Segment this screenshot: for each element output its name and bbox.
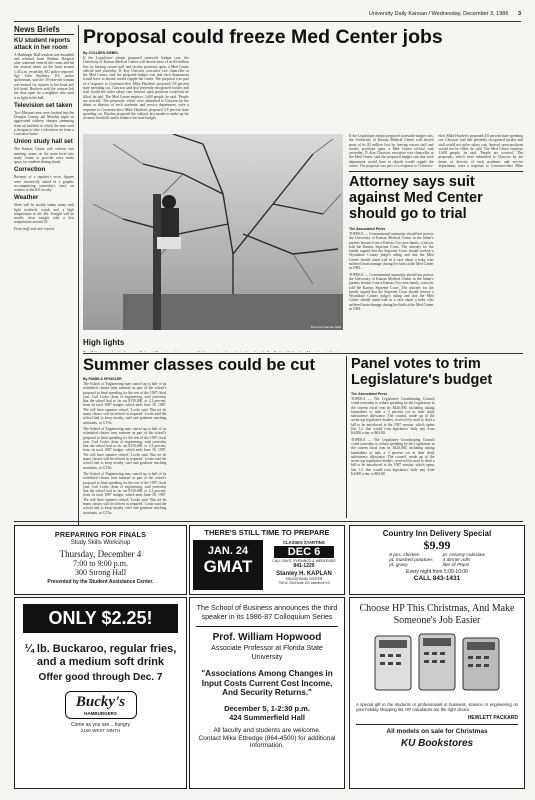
- menu-item: 4 dinner rolls: [442, 558, 471, 563]
- photo-caption: [83, 332, 343, 352]
- finals-ad-title: PREPARING FOR FINALS: [54, 530, 147, 539]
- brief-body: A Hashinger Hall resident was assaulted and released from Watkins Hospital after someone entered her room and hit her several times on the head around 1:45 a.m. yesterday, KU police reported. Sgt. John Brothers, KU police spokesman, said the 18-year-old woman was treated for injuries to her head and left hand. Brothers said the woman left her door open for a neighbor who used it as light in the hall.: [14, 52, 74, 100]
- brief-body: The Kansas Union will convert two meeting rooms on the main level into study rooms to provide extra study space for students during finals.: [14, 147, 74, 165]
- page-number: 3: [517, 11, 521, 17]
- brief-body: Because of a reporter's error, figures were incorrectly stated in a graphic accompanying yesterday's story on women in the KU faculty.: [14, 175, 74, 193]
- summer-byline: By PAMELA SPINGLER: [83, 377, 122, 381]
- panel-source: The Associated Press: [351, 392, 388, 396]
- lead-body-continued-columns: [349, 134, 523, 170]
- brief-title: KU student reports attack in her room: [14, 37, 71, 51]
- buckys-logo-sub: HAMBURGERS: [84, 711, 117, 716]
- lead-story-continued: [349, 134, 523, 170]
- divider: [196, 626, 338, 627]
- attorney-headline: Attorney says suit against Med Center should go to trial: [349, 174, 483, 222]
- gmat-call-hours: CALL DAYS, EVENINGS & WEEKENDS: [272, 559, 336, 563]
- paper-dateline: University Daily Kansan / Wednesday, December 3, 1986: [368, 11, 509, 17]
- attorney-body: TOPEKA — Governmental immunity should not protect the University of Kansas Medical Center in the infant's parents lawsuit from a Kansas City-area family, a lawyer told the Kansas Supreme Court. The attorney for the family argued that the Supreme Court should reverse a Wyandotte County judge's ruling and that the Med Center should stand trial in a case about a baby who suffered brain damage during her birth at the Med Center in 1983.: [349, 272, 434, 312]
- brief-body: Two Missouri men were booked into the Douglas County jail Monday night on aggravated robbery charges stemming from an incident in which the men used a shotgun to take a television set from a Lawrence home.: [14, 110, 74, 137]
- buckys-offer: ONLY $2.25!: [23, 604, 178, 633]
- attorney-story: [349, 226, 523, 329]
- panel-body-columns: [351, 397, 523, 517]
- buckys-logo: [65, 691, 137, 719]
- panel-body: TOPEKA — The Legislative Coordinating Council voted yesterday to reduce spending by the Legislature in the current fiscal year by $426,000, including asking lawmakers to take a 3 percent cut in their daily subsistence allowance. The council, made up of the seven top legislative leaders, received by mail to draft a bill to be introduced in the 1987 session, which opens Jan. 12, that would trim legislators' daily pay from $4,000 a day to $63.80.: [351, 437, 435, 477]
- menu-item: pt. gravy: [389, 563, 408, 568]
- briefs-section-title: News Briefs: [14, 25, 74, 35]
- panel-story: [351, 391, 523, 517]
- colloquium-talk: "Associations Among Changes in Input Costs Current Cost Income, And Security Returns.": [201, 669, 333, 697]
- lead-body: If the Legislature adopts proposed statewide budget cuts, the University of Kansas Medical Center will absorb most of its $3 million loss by leaving vacant staff and faculty positions open, a Med Center official said yesterday. D. Kay Clawson, executive vice chancellor at the Med Center, said the proposed budget cuts that each department would have to absorb would cripple the center. The proposal was part of a response to Governor-elect Mike Hayden's proposed 3.8 percent state spending cut. Clawson said that presently recognized faculty and staff would not suffer salary cuts. Instead, open positions would not be filled, he said. The Med Center employs 1,600 people, he said. 'People are worried.' The proposals, which were submitted to Clawson by the deans or director of each academic and service department, were a response to Governor-elect Mike Hayden's proposed 3.8 percent state spending cut. Hayden proposed the cutback last month to make up for revenue shortfalls and to balance the state budget.: [83, 56, 189, 121]
- hp-logo: HEWLETT PACKARD: [467, 715, 518, 721]
- panel-headline: Panel votes to trim Legislature's budget: [351, 356, 493, 388]
- attorney-body: TOPEKA — Governmental immunity should not protect the University of Kansas Medical Center in the infant's parents lawsuit from a Kansas City-area family, a lawyer told the Kansas Supreme Court. The attorney for the family argued that the Supreme Court should reverse a Wyandotte County judge's ruling and that the Med Center should stand trial in a case about a baby who suffered brain damage during her birth at the Med Center in 1983.: [349, 232, 434, 271]
- gmat-info-block: [266, 540, 342, 585]
- briefs-source: From staff and wire reports: [14, 226, 55, 231]
- country-inn-hours: Every night from 5:00-10:00: [406, 569, 468, 575]
- colloquium-contact: Contact Mike Ettredge (864-4500) for additional information.: [198, 734, 336, 749]
- lead-story: [83, 50, 521, 132]
- buckys-address: 2100 WEST NINTH: [80, 728, 121, 733]
- news-briefs-column: [14, 25, 74, 580]
- hp-headline: Choose HP This Christmas, And Make Someone's Job Easier: [359, 603, 515, 626]
- lead-byline: By COLLEEN SIEBEL: [83, 51, 119, 55]
- ads-divider: [14, 521, 523, 522]
- kaplan-logo: Stanley H. KAPLAN: [276, 571, 332, 577]
- menu-item: liter of Pepsi: [442, 563, 470, 568]
- gmat-date-block: [193, 540, 263, 590]
- section-rule: [349, 171, 523, 172]
- photo-credit: Rob Karr/Kansan Staff: [311, 325, 341, 329]
- lead-body-columns: [83, 56, 521, 132]
- panel-body: TOPEKA — The Legislative Coordinating Council voted yesterday to reduce spending by the Legislature in the current fiscal year by $426,000, including asking lawmakers to take a 3 percent cut in their daily subsistence allowance. The council, made up of the seven top legislative leaders, received by mail to draft a bill to be introduced in the 1987 session, which opens Jan. 12, that would trim legislators' daily pay from $4,000 a day to $63.80.: [351, 397, 435, 436]
- column-rule: [78, 25, 79, 560]
- colloquium-when: December 5, 1-2:30 p.m.: [224, 703, 310, 713]
- summer-body: The School of Engineering may cancel up to half of its scheduled classes next summer as part of the school's proposal to limit spending for the rest of the 1987 fiscal year. Carl Locke, dean of engineering, said yesterday that the school had so far cut $150,000, or 2.2 percent, from its total 1987 budget, which ends June 30, 1987. 'We will have summer school,' Locke said. 'But we do many classes will be offered as required.' Locke said the school had to keep faculty, staff and graduate teaching assistants, or GTAs.: [83, 382, 167, 425]
- hp-sale-note: All models on sale for Christmas: [386, 728, 488, 735]
- menu-item: pt. creamy coleslaw: [442, 553, 485, 558]
- finals-ad-day: Thursday, December 4: [59, 549, 142, 559]
- gmat-kaplan-ad: [189, 525, 345, 595]
- colloquium-where: 424 Summerfield Hall: [229, 712, 305, 722]
- gmat-classes-date: DEC 6: [274, 546, 334, 558]
- finals-ad-presenter: Presented by the Student Assistance Center.: [47, 579, 154, 585]
- brief-title: Television set taken: [14, 101, 73, 109]
- colloquium-speaker: Prof. William Hopwood: [212, 632, 322, 643]
- finals-ad-place: 300 Strong Hall: [74, 568, 127, 577]
- summer-headline: Summer classes could be cut: [83, 356, 316, 374]
- country-inn-ad: [349, 525, 525, 595]
- summer-story: [83, 376, 343, 518]
- divider: [356, 724, 518, 725]
- lead-body-continued: If the Legislature adopts proposed statewide budget cuts, the University of Kansas Medical Center will absorb most of its $3 million loss by leaving vacant staff and faculty positions open, a Med Center official said yesterday. D. Kay Clawson, executive vice chancellor at the Med Center, said the proposed budget cuts that each department would have to absorb would cripple the center. The proposal was part of a response to Governor-elect Mike Hayden's proposed 3.8 percent state spending cut. Clawson said that presently recognized faculty and staff would not suffer salary cuts. Instead, open positions would not be filled, he said. The Med Center employs 1,600 people, he said. 'People are worried.' The proposals, which were submitted to Clawson by the deans or director of each academic and service department, were a response to Governor-elect Mike: [349, 134, 523, 169]
- brief-title: Correction: [14, 166, 46, 174]
- colloquium-intro: The School of Business announces the third speaker in its 1986-87 Colloquium Series: [196, 603, 338, 621]
- attorney-body-columns: [349, 232, 523, 328]
- menu-item: 8 pcs. chicken: [389, 553, 420, 558]
- lead-headline: Proposal could freeze Med Center jobs: [83, 26, 443, 48]
- finals-ad-subtitle: Study Skills Workshop: [70, 540, 131, 546]
- gmat-phone: 841-1220: [293, 563, 315, 569]
- summer-body: The School of Engineering may cancel up to half of its scheduled classes next summer as part of the school's proposal to limit spending for the rest of the 1987 fiscal year. Carl Locke, dean of engineering, said yesterday that the school had so far cut $150,000, or 2.2 percent, from its total 1987 budget, which ends June 30, 1987. 'We will have summer school,' Locke said. 'But we do many classes will be offered as required.' Locke said the school had to keep faculty, staff and graduate teaching assistants, or GTAs.: [83, 471, 167, 515]
- ku-bookstores-logo: KU Bookstores: [400, 738, 474, 749]
- photo-caption-text: [83, 351, 343, 352]
- finals-ad-time: 7:00 to 9:00 p.m.: [73, 559, 128, 568]
- menu-item: pt. mashed potatoes: [389, 558, 433, 563]
- country-inn-price: $9.99: [423, 538, 451, 552]
- hp-body: A special gift to the students or professionals in business, science or engineering on your holiday shopping list. HP calculators are the right choice.: [356, 702, 518, 712]
- gmat-test-date: JAN. 24: [207, 545, 249, 557]
- kaplan-address: 705 W. 23rd Suite 101 Lawrence KS: [278, 581, 330, 585]
- summer-body: The School of Engineering may cancel up to half of its scheduled classes next summer as part of the school's proposal to limit spending for the rest of the 1987 fiscal year. Carl Locke, dean of engineering, said yesterday that the school had so far cut $150,000, or 2.2 percent, from its total 1987 budget, which ends June 30, 1987. 'We will have summer school,' Locke said. 'But we do many classes will be offered as required.' Locke said the school had to keep faculty, staff and graduate teaching assistants, or GTAs.: [83, 426, 167, 470]
- gmat-test-name: GMAT: [203, 557, 253, 576]
- colloquium-invite: All faculty and students are welcome.: [213, 726, 321, 734]
- section-rule: [83, 353, 523, 354]
- attorney-source: The Associated Press: [349, 227, 386, 231]
- running-header: [14, 11, 521, 22]
- brief-title: Weather: [14, 194, 39, 202]
- buckys-ad: [14, 597, 187, 789]
- colloquium-ad: [189, 597, 345, 789]
- column-rule: [346, 356, 347, 518]
- country-inn-phone: CALL 843-1431: [413, 575, 461, 582]
- buckys-slogan: Come as you are... hungry: [71, 722, 130, 728]
- buckys-valid: Offer good through Dec. 7: [38, 672, 163, 683]
- brief-body: Skies will be mostly sunny today with light northerly winds and a high temperature in the 40s. Tonight will be mostly clear tonight with a low temperature around 25.: [14, 203, 74, 225]
- country-inn-items: [350, 553, 524, 568]
- gmat-ad-top: THERE'S STILL TIME TO PREPARE: [204, 528, 330, 537]
- calculators-illustration: [367, 630, 507, 694]
- colloquium-speaker-title: Associate Professor at Florida State University: [211, 645, 323, 661]
- summer-body-columns: [83, 382, 343, 518]
- finals-workshop-ad: [14, 525, 187, 595]
- country-inn-title: Country Inn Delivery Special: [382, 529, 492, 538]
- photo-caption-title: High lights: [83, 338, 125, 347]
- buckys-item: ¼ lb. Buckaroo, regular fries, and a medium soft drink: [24, 643, 177, 668]
- photo-image: [83, 134, 343, 330]
- gmat-classes-label: CLASSES STARTING: [282, 540, 326, 545]
- hp-calculator-ad: [349, 597, 525, 789]
- tree-lights-photo: [83, 134, 343, 330]
- kaplan-logo-sub: EDUCATIONAL CENTER: [285, 577, 323, 581]
- buckys-logo-name: Bucky's: [75, 694, 126, 710]
- brief-title: Union study hall set: [14, 138, 73, 146]
